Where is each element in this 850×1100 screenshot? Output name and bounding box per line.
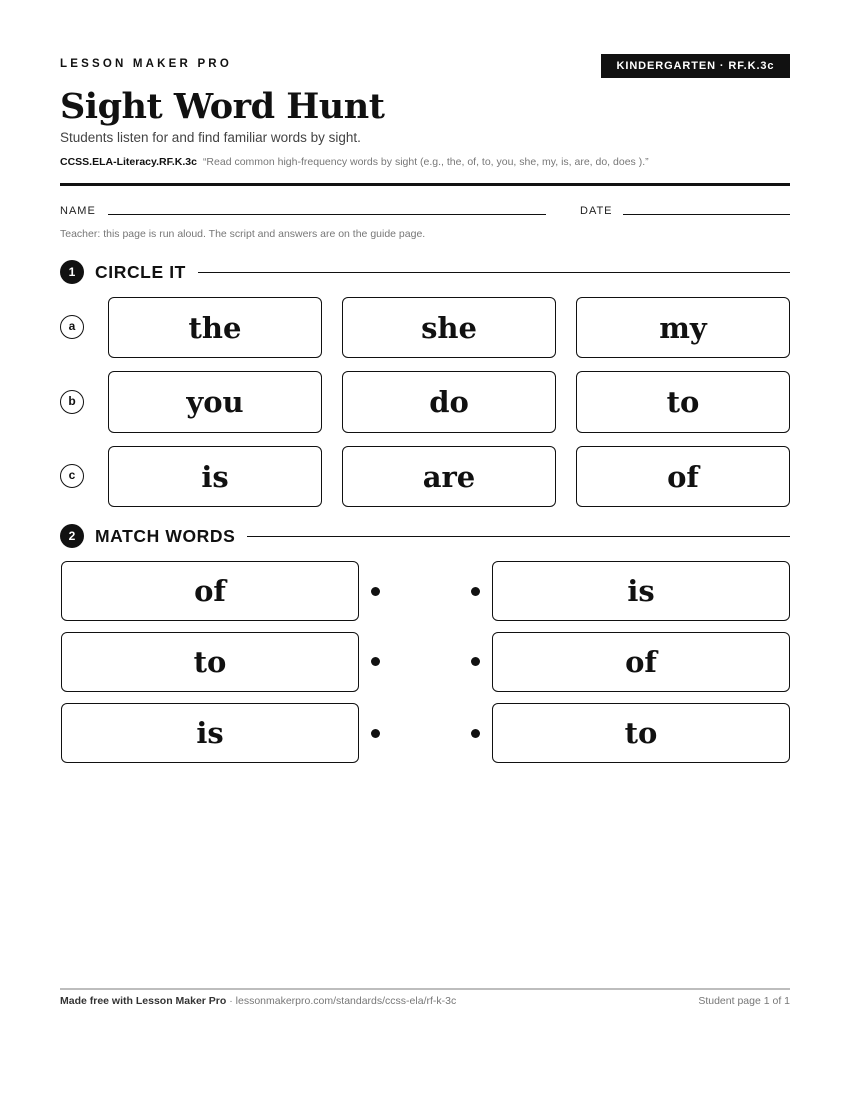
- match-left-word[interactable]: of: [61, 561, 359, 621]
- section-number-badge: 2: [60, 524, 84, 548]
- word-card[interactable]: my: [576, 297, 790, 358]
- page-title: Sight Word Hunt: [60, 86, 385, 127]
- name-label: NAME: [60, 205, 96, 217]
- match-dot-left[interactable]: [371, 657, 380, 666]
- date-label: DATE: [580, 205, 613, 217]
- section-circle-it-header: [60, 260, 790, 284]
- word-card[interactable]: the: [108, 297, 322, 358]
- word-card[interactable]: is: [108, 446, 322, 507]
- row-letter-b: b: [60, 390, 84, 414]
- footer-separator: ·: [226, 995, 236, 1007]
- footer-page-label: Student page 1 of 1: [698, 995, 790, 1007]
- grade-badge: KINDERGARTEN · RF.K.3c: [601, 54, 790, 78]
- section-match-words-header: [60, 524, 790, 548]
- standard-line: [60, 156, 649, 168]
- date-field-line[interactable]: [623, 214, 790, 215]
- word-card[interactable]: to: [576, 371, 790, 433]
- match-right-word[interactable]: to: [492, 703, 790, 763]
- standard-code: CCSS.ELA-Literacy.RF.K.3c: [60, 156, 197, 168]
- row-letter-a: a: [60, 315, 84, 339]
- match-dot-right[interactable]: [471, 657, 480, 666]
- section-title: CIRCLE IT: [95, 261, 186, 282]
- match-left-word[interactable]: to: [61, 632, 359, 692]
- match-dot-left[interactable]: [371, 729, 380, 738]
- match-left-word[interactable]: is: [61, 703, 359, 763]
- footer-made-with: Made free with Lesson Maker Pro: [60, 995, 227, 1007]
- match-right-word[interactable]: of: [492, 632, 790, 692]
- match-dot-left[interactable]: [371, 587, 380, 596]
- match-dot-right[interactable]: [471, 587, 480, 596]
- footer-url[interactable]: lessonmakerpro.com/standards/ccss-ela/rf-k-3c: [235, 995, 457, 1007]
- footer-credit: [60, 995, 456, 1007]
- teacher-note: Teacher: this page is run aloud. The script and answers are on the guide page.: [60, 228, 426, 240]
- name-field-line[interactable]: [108, 214, 546, 215]
- section-rule: [198, 272, 790, 273]
- section-number-badge: 1: [60, 260, 84, 284]
- section-title: MATCH WORDS: [95, 525, 236, 546]
- page-subtitle: Students listen for and find familiar words by sight.: [60, 130, 361, 145]
- standard-text: “Read common high-frequency words by sight (e.g., the, of, to, you, she, my, is, are, do, does ).”: [202, 156, 649, 168]
- word-card[interactable]: you: [108, 371, 322, 433]
- brand-name: LESSON MAKER PRO: [60, 58, 232, 70]
- match-dot-right[interactable]: [471, 729, 480, 738]
- match-right-word[interactable]: is: [492, 561, 790, 621]
- word-card[interactable]: do: [342, 371, 556, 433]
- header-divider: [60, 183, 790, 186]
- word-card[interactable]: she: [342, 297, 556, 358]
- footer-divider: [60, 988, 790, 990]
- word-card[interactable]: of: [576, 446, 790, 507]
- row-letter-c: c: [60, 464, 84, 488]
- word-card[interactable]: are: [342, 446, 556, 507]
- section-rule: [247, 536, 790, 537]
